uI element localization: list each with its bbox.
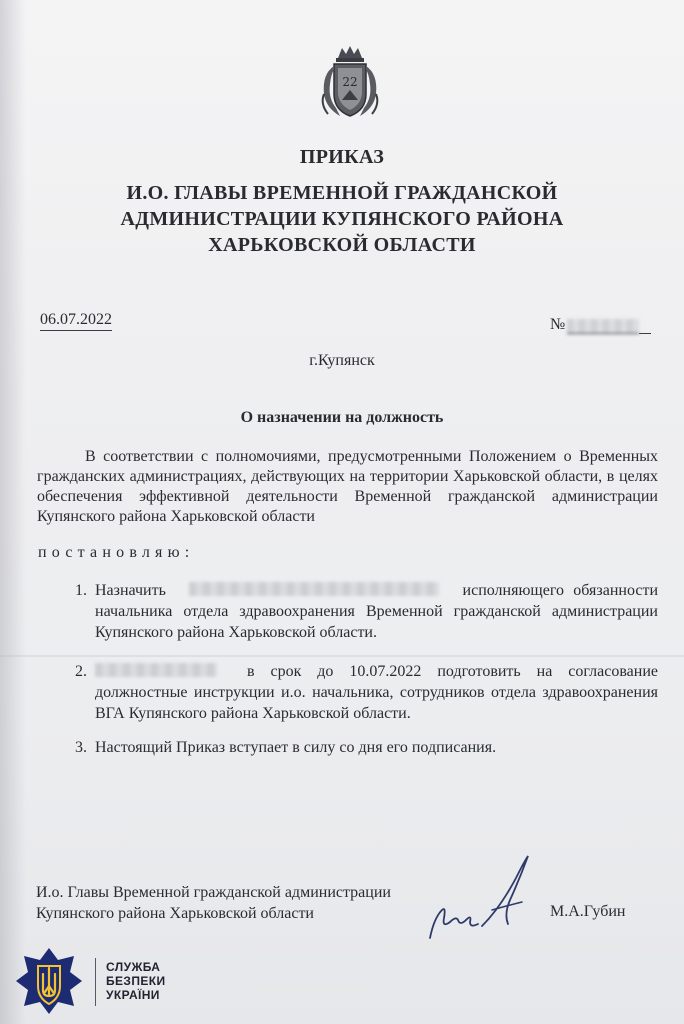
- number-underline: [639, 332, 651, 334]
- signer-name: М.А.Губин: [550, 903, 626, 920]
- redacted-number: [567, 319, 639, 334]
- item-number: 2.: [75, 663, 87, 680]
- number-sign: №: [550, 316, 566, 333]
- redacted-name: [189, 582, 439, 596]
- item-text-after: исполняющего обязанности начальника отдела здравоохранения Временной гражданской администрации Купянского района Харьковской области.: [95, 582, 659, 641]
- watermark-separator: [95, 958, 96, 1006]
- title-line-3: ХАРЬКОВСКОЙ ОБЛАСТИ: [208, 234, 476, 256]
- document-subject: О назначении на должность: [240, 409, 444, 426]
- order-item-3: [75, 737, 658, 758]
- handwritten-signature: [420, 848, 560, 948]
- document-date: 06.07.2022: [40, 311, 112, 331]
- svg-text:22: 22: [342, 75, 358, 89]
- ssu-shield-logo: [14, 946, 84, 1016]
- order-item-1: [75, 580, 658, 643]
- item-body: [95, 661, 658, 724]
- signer-position: [36, 882, 391, 924]
- document-number: [550, 316, 651, 334]
- title-line-1: И.О. ГЛАВЫ ВРЕМЕННОЙ ГРАЖДАНСКОЙ: [126, 182, 558, 204]
- ssu-wordmark: [106, 960, 166, 1002]
- title-line-2: АДМИНИСТРАЦИИ КУПЯНСКОГО РАЙОНА: [120, 208, 564, 230]
- order-item-2: [75, 661, 658, 724]
- item-text-after: Настоящий Приказ вступает в силу со дня его подписания.: [95, 739, 497, 756]
- item-body: [95, 580, 658, 643]
- document-type-heading: ПРИКАЗ: [299, 146, 385, 168]
- coat-of-arms-icon: [316, 44, 384, 120]
- ssu-line-1: СЛУЖБА: [106, 960, 161, 974]
- redacted-name: [95, 663, 217, 677]
- paper-fold: [0, 655, 684, 657]
- preamble-paragraph: В соответствии с полномочиями, предусмотренными Положением о Временных гражданских администрациях, действующих на территории Харьковской области, в целях обеспечения эффективной деятельности Временной гражданской администрации Купянского района Харьковской области: [37, 448, 658, 525]
- item-text-before: Назначить: [95, 582, 166, 599]
- city-line: г.Купянск: [309, 352, 375, 369]
- signer-position-line-2: Купянского района Харьковской области: [36, 905, 314, 922]
- ssu-line-2: БЕЗПЕКИ: [106, 974, 166, 988]
- item-text-after: в срок до 10.07.2022 подготовить на согласование должностные инструкции и.о. начальника, сотрудников отдела здравоохранения ВГА Купянского района Харьковской области.: [95, 663, 658, 722]
- item-number: 1.: [75, 582, 87, 599]
- signer-position-line-1: И.о. Главы Временной гражданской администрации: [36, 884, 391, 901]
- item-body: [95, 737, 658, 758]
- decree-word: постановляю:: [38, 544, 195, 561]
- item-number: 3.: [75, 739, 87, 756]
- ssu-line-3: УКРАЇНИ: [106, 988, 160, 1002]
